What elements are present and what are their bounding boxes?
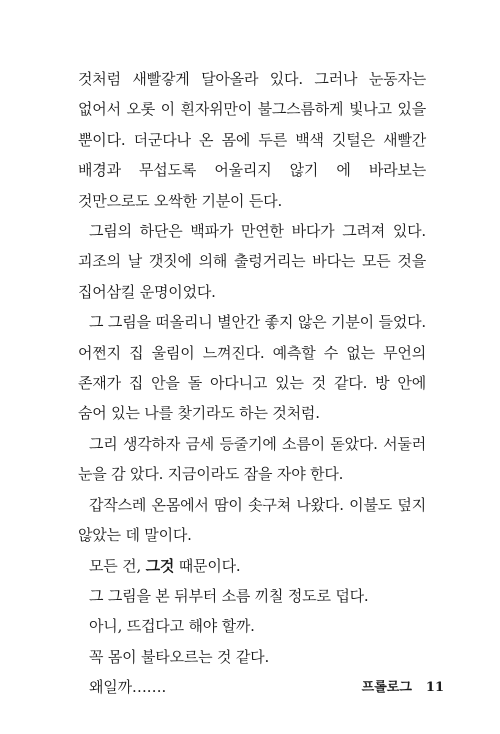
text-line: 그리 생각하자 금세 등줄기에 소름이 돋았다. 서둘러 눈을 감	[78, 434, 426, 484]
running-footer	[362, 676, 444, 695]
text-line: 몸에 두른 백색 깃털은 새빨간 배경과 무섭도록 어울리지 않기	[78, 130, 426, 180]
page-number: 11	[425, 680, 444, 695]
paragraph	[78, 216, 426, 307]
paragraph	[78, 490, 426, 551]
paragraph	[78, 642, 426, 672]
emphasis-text: 그것	[145, 556, 175, 575]
text-line: 그 그림을 본 뒤부터 소름 끼칠 정도로 덥다.	[89, 586, 369, 605]
text-line: 집 울림이 느껴진다. 예측할 수 없는 무언의 존재가 집 안을 돌	[78, 343, 426, 393]
text-line: 그 그림을 떠올리니 별안간 좋지 않은 기분이 들었다. 어쩐지	[78, 313, 426, 362]
text-line: 갑작스레 온몸에서 땀이 솟구쳐 나왔다. 이불도 덮지 않았는	[78, 495, 426, 545]
paragraph	[78, 64, 426, 216]
paragraph	[78, 551, 426, 581]
paragraph	[78, 429, 426, 490]
text-line: 았다. 지금이라도 잠을 자야 한다.	[130, 465, 344, 484]
text-line: 갯짓에 의해 출렁거리는 바다는 모든 것을 집어삼킬 운명이었다.	[78, 252, 426, 301]
text-line: 이 흰자위만이 불그스름하게 빛나고 있을 뿐이다. 더군다나 온	[78, 100, 426, 149]
body-text	[78, 64, 426, 703]
text-line: 아다니고 있는 것 같다. 방 안에 숨어 있는 나를 찾기라도 하는	[78, 374, 426, 423]
text-line: 왜일까…….	[89, 678, 167, 697]
text-line: 아니, 뜨겁다고 해야 할까.	[89, 617, 255, 636]
text-line: 것처럼 새빨갛게 달아올라 있다. 그러나 눈동자는 없어서 오롯	[78, 70, 426, 119]
paragraph	[78, 581, 426, 611]
text-line: 데 말이다.	[125, 526, 192, 545]
paragraph	[78, 611, 426, 641]
text-line: 것처럼.	[272, 404, 320, 423]
text-line: 그림의 하단은 백파가 만연한 바다가 그려져 있다. 괴조의 날	[78, 222, 426, 271]
text-line: 꼭 몸이 불타오르는 것 같다.	[89, 647, 270, 666]
text-run: 모든 건,	[89, 556, 146, 575]
section-title: 프롤로그	[361, 680, 412, 695]
text-run: 때문이다.	[174, 556, 241, 575]
text-line: 에 바라보는 것만으로도 오싹한 기분이 든다.	[78, 161, 426, 210]
paragraph	[78, 307, 426, 429]
